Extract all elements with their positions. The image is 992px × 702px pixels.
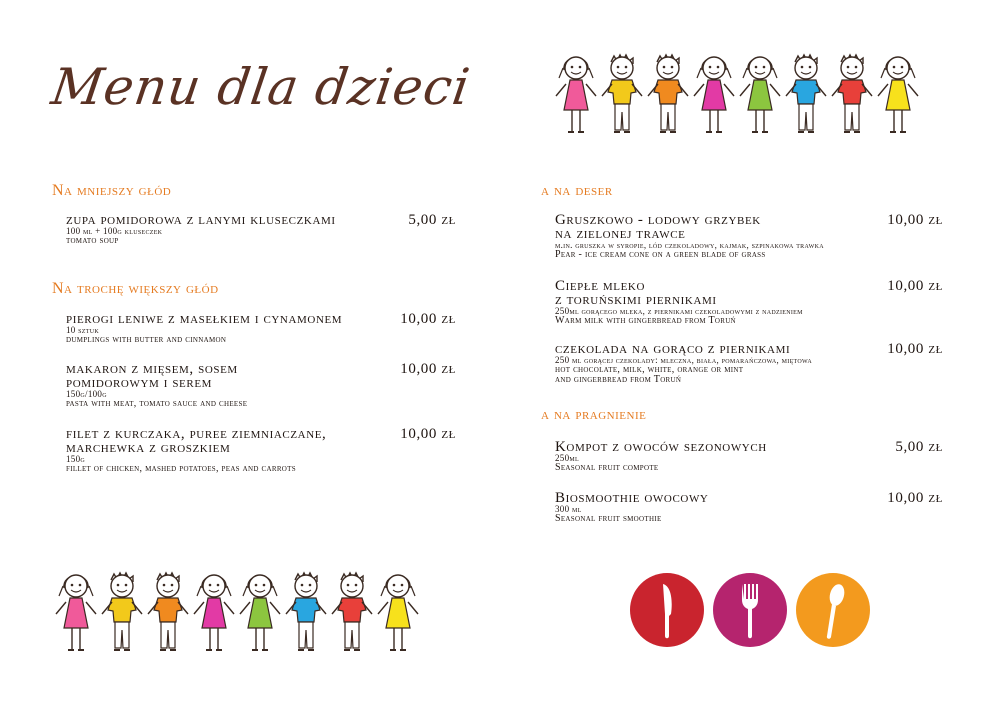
item-price: 10,00 zł xyxy=(887,212,943,228)
item-description: 250ml gorącego mleka, z piernikami czekoladowymi z nadzieniem xyxy=(555,306,803,316)
menu-item-pear-dessert xyxy=(555,213,943,260)
item-name: zupa pomidorowa z lanymi kluseczkami xyxy=(66,212,336,228)
item-english: dumplings with butter and cinnamon xyxy=(66,334,227,345)
item-name: Biosmoothie owocowy xyxy=(555,490,709,506)
item-price: 10,00 zł xyxy=(400,361,456,377)
kids-illustration-top xyxy=(552,48,932,148)
item-english: Seasonal fruit smoothie xyxy=(555,513,662,524)
section-heading-thirst: a na pragnienie xyxy=(541,406,647,423)
item-english: Warm milk with gingerbread from Toruń xyxy=(555,315,736,326)
item-price: 10,00 zł xyxy=(400,426,456,442)
item-name: pierogi leniwe z masełkiem i cynamonem xyxy=(66,311,343,327)
kid-figure xyxy=(378,575,418,650)
menu-item-dumplings xyxy=(66,312,456,345)
item-name: makaron z mięsem, sosem pomidorowym i serem xyxy=(66,361,238,391)
kid-figure xyxy=(648,55,688,132)
kid-figure xyxy=(740,57,780,132)
item-english: fillet of chicken, mashed potatoes, peas and carrots xyxy=(66,463,296,474)
kids-illustration-bottom xyxy=(52,566,432,666)
item-name: czekolada na gorąco z piernikami xyxy=(555,341,791,357)
item-name: Kompot z owoców sezonowych xyxy=(555,439,767,455)
item-price: 5,00 zł xyxy=(408,212,456,228)
section-heading-small-hunger: Na mniejszy głód xyxy=(52,182,172,199)
menu-item-compote xyxy=(555,440,943,473)
kids-row-top-svg xyxy=(552,48,932,143)
kid-figure xyxy=(194,575,234,650)
kid-figure xyxy=(694,57,734,132)
kid-figure xyxy=(878,57,918,132)
kid-figure xyxy=(556,57,596,132)
fork-icon xyxy=(713,573,787,647)
item-description: 300 ml xyxy=(555,504,582,514)
item-description: 250 ml gorącej czekolady: mleczna, biała, pomarańczowa, miętowa xyxy=(555,355,812,365)
menu-item-warm-milk xyxy=(555,279,943,326)
item-english: Pear - ice cream cone on a green blade of grass xyxy=(555,249,766,260)
item-name: filet z kurczaka, puree ziemniaczane, marchewka z groszkiem xyxy=(66,426,327,456)
item-price: 10,00 zł xyxy=(887,341,943,357)
kid-figure xyxy=(286,573,326,650)
menu-item-chicken xyxy=(66,427,456,474)
item-description: 250ml xyxy=(555,453,579,463)
item-price: 10,00 zł xyxy=(400,311,456,327)
item-name: Ciepłe mleko z toruńskimi piernikami xyxy=(555,278,717,308)
item-description: m.in. gruszka w syropie, lód czekoladowy, kajmak, szpinakowa trawka xyxy=(555,240,824,250)
item-english: pasta with meat, tomato sauce and cheese xyxy=(66,398,248,409)
spoon-icon xyxy=(796,573,870,647)
item-name: Gruszkowo - lodowy grzybek na zielonej trawce xyxy=(555,212,761,242)
menu-item-pasta xyxy=(66,362,456,409)
item-english: tomato soup xyxy=(66,235,119,246)
item-description: 150g/100g xyxy=(66,389,107,399)
knife-icon xyxy=(630,573,704,647)
item-english: hot chocolate, milk, white, orange or mint and gingerbread from Toruń xyxy=(555,364,744,385)
item-english: Seasonal fruit compote xyxy=(555,462,659,473)
kid-figure xyxy=(56,575,96,650)
menu-item-tomato-soup xyxy=(66,213,456,246)
kids-row-bottom-svg xyxy=(52,566,432,661)
item-price: 10,00 zł xyxy=(887,490,943,506)
item-description: 150g xyxy=(66,454,86,464)
menu-item-smoothie xyxy=(555,491,943,524)
item-price: 10,00 zł xyxy=(887,278,943,294)
kid-figure xyxy=(602,55,642,132)
kid-figure xyxy=(148,573,188,650)
kid-figure xyxy=(786,55,826,132)
kid-figure xyxy=(332,573,372,650)
section-heading-dessert: a na deser xyxy=(541,182,613,199)
item-price: 5,00 zł xyxy=(895,439,943,455)
cutlery-icons xyxy=(627,570,877,650)
section-heading-bigger-hunger: Na trochę większy głód xyxy=(52,280,219,297)
kid-figure xyxy=(240,575,280,650)
menu-title: Menu dla dzieci xyxy=(47,58,474,116)
menu-item-hot-chocolate xyxy=(555,342,943,385)
item-description: 10 sztuk xyxy=(66,325,99,335)
kid-figure xyxy=(102,573,142,650)
item-description: 100 ml + 100g kluseczek xyxy=(66,226,163,236)
kid-figure xyxy=(832,55,872,132)
